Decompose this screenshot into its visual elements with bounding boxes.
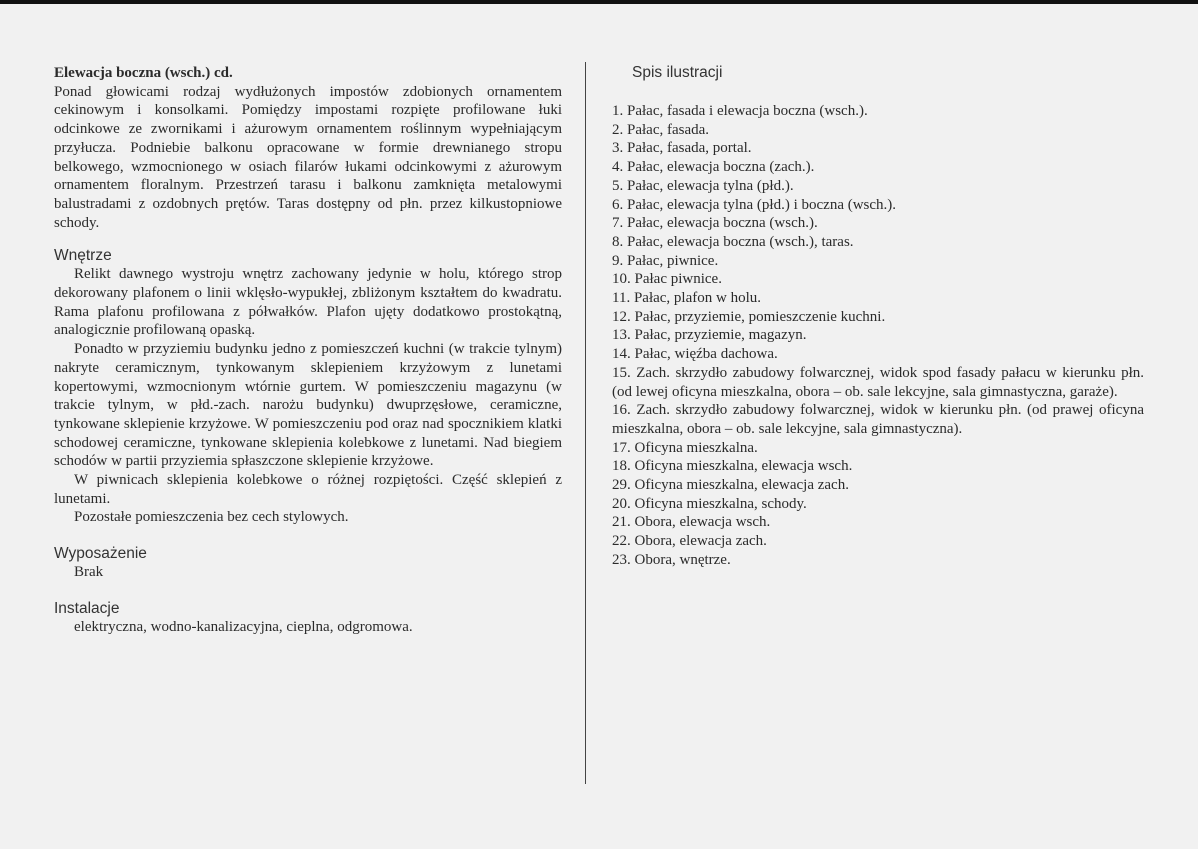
list-item: 22. Obora, elewacja zach.	[612, 533, 767, 550]
paragraph-wnetrze-1: Relikt dawnego wystroju wnętrz zachowany jedynie w holu, którego strop dekorowany plafonem o linii wklęsło-wypukłej, zbliżonym kształtem do kwadratu. Rama plafonu profilowana z półwałków. Plafon ujęty dodatkowo prostokątną, analogicznie profilowaną opaską.	[54, 266, 562, 339]
paragraph-elewacja: Ponad głowicami rodzaj wydłużonych impostów zdobionych ornamentem cekinowym i konsolkami. Pomiędzy impostami rozpięte profilowane łuki odcinkowe ze zwornikami i ażurowym ornamentem roślinnym wypełniającym przyłucza. Podniebie balkonu opracowane w formie drewnianego stropu belkowego, wzmocnionego w osiach filarów łukami odcinkowymi z ażurowym ornamentem floralnym. Przestrzeń tarasu i balkonu zamknięta metalowymi balustradami z ozdobnych prętów. Taras dostępny od płn. przez kilkustopniowe schody.	[54, 83, 562, 231]
section-heading-wyposazenie: Wyposażenie	[54, 545, 147, 563]
list-item: 15. Zach. skrzydło zabudowy folwarcznej, widok spod fasady pałacu w kierunku płn. (od lewej oficyna mieszkalna, obora – ob. sale lekcyjne, sala gimnastyczna, garaże).	[612, 364, 1144, 400]
list-item: 12. Pałac, przyziemie, pomieszczenie kuchni.	[612, 308, 886, 325]
list-item: 4. Pałac, elewacja boczna (zach.).	[612, 159, 815, 176]
list-item: 18. Oficyna mieszkalna, elewacja wsch.	[612, 458, 853, 475]
list-item: 16. Zach. skrzydło zabudowy folwarcznej, widok w kierunku płn. (od prawej oficyna mieszkalna, obora – ob. sale lekcyjne, sala gimnastyczna).	[612, 402, 1144, 437]
list-item: 13. Pałac, przyziemie, magazyn.	[612, 327, 807, 344]
illustrations-list	[612, 102, 1144, 570]
section-heading-elewacja: Elewacja boczna (wsch.) cd.	[54, 65, 233, 81]
list-item: 17. Oficyna mieszkalna.	[612, 439, 758, 456]
scan-top-edge	[0, 0, 1198, 4]
list-item: 1. Pałac, fasada i elewacja boczna (wsch.).	[612, 103, 868, 119]
list-item: 8. Pałac, elewacja boczna (wsch.), taras.	[612, 233, 854, 250]
list-item: 3. Pałac, fasada, portal.	[612, 140, 752, 157]
list-item: 11. Pałac, plafon w holu.	[612, 290, 761, 307]
column-divider	[585, 62, 586, 784]
wyposazenie-text: Brak	[74, 564, 104, 581]
illustrations-list-title: Spis ilustracji	[632, 64, 723, 81]
paragraph-wnetrze-3: W piwnicach sklepienia kolebkowe o różnej rozpiętości. Część sklepień z lunetami.	[54, 472, 562, 507]
section-heading-instalacje: Instalacje	[54, 599, 120, 617]
list-item: 10. Pałac piwnice.	[612, 271, 722, 288]
list-item: 20. Oficyna mieszkalna, schody.	[612, 495, 807, 512]
paragraph-wnetrze-2: Ponadto w przyziemiu budynku jedno z pomieszczeń kuchni (w trakcie tylnym) nakryte ceramicznym, tynkowanym sklepieniem krzyżowym z lunetami kopertowymi, wzmocnionym wtórnie gurtem. W pomieszczeniu magazynu (w trakcie tylnym, w płd.-zach. narożu budynku) dwuprzęsłowe, ceramiczne, tynkowane sklepienie krzyżowe. W pomieszczeniu pod oraz nad spocznikiem klatki schodowej ceramiczne, tynkowane sklepienia kolebkowe z lunetami. Nad biegiem schodów w partii przyziemia spłaszczone sklepienie krzyżowe.	[54, 341, 562, 470]
list-item: 14. Pałac, więźba dachowa.	[612, 346, 778, 363]
right-column	[612, 102, 1144, 570]
list-item: 5. Pałac, elewacja tylna (płd.).	[612, 177, 794, 194]
left-column	[54, 64, 562, 637]
list-item: 7. Pałac, elewacja boczna (wsch.).	[612, 215, 818, 232]
list-item: 23. Obora, wnętrze.	[612, 551, 731, 568]
list-item: 21. Obora, elewacja wsch.	[612, 514, 771, 531]
list-item: 2. Pałac, fasada.	[612, 121, 710, 138]
paragraph-wnetrze-4: Pozostałe pomieszczenia bez cech stylowych.	[74, 509, 349, 526]
section-heading-wnetrze: Wnętrze	[54, 247, 112, 265]
instalacje-text: elektryczna, wodno-kanalizacyjna, cieplna, odgromowa.	[74, 618, 413, 635]
list-item: 6. Pałac, elewacja tylna (płd.) i boczna (wsch.).	[612, 196, 897, 213]
list-item: 29. Oficyna mieszkalna, elewacja zach.	[612, 477, 849, 494]
list-item: 9. Pałac, piwnice.	[612, 252, 719, 269]
